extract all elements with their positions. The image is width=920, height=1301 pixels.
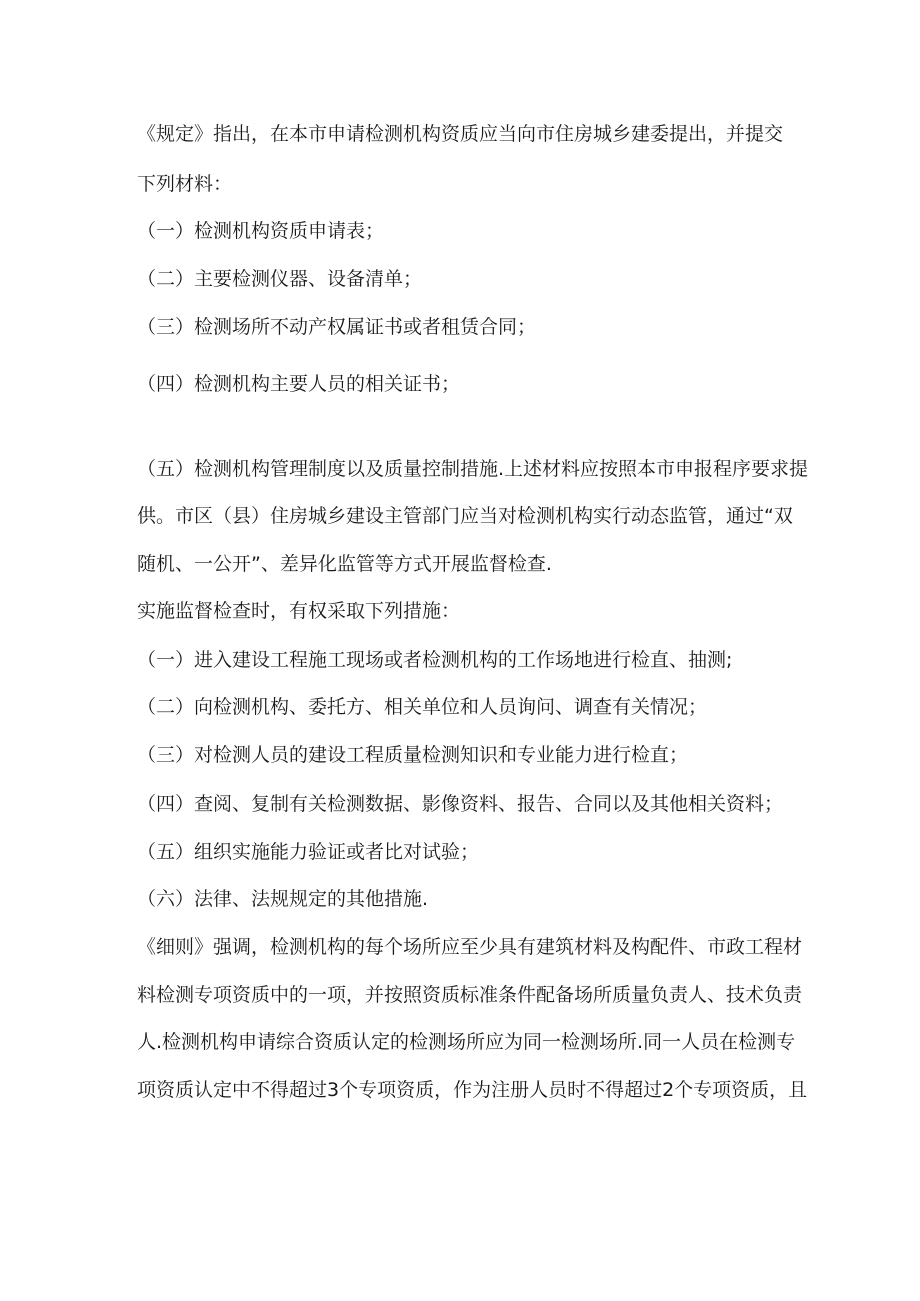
list-item: （一）进入建设工程施工现场或者检测机构的工作场地进行检直、抽测;: [137, 649, 733, 671]
text-line: 《规定》指出，在本市申请检测机构资质应当向市住房城乡建委提出，并提交: [137, 123, 784, 145]
text-line: 随机、一公开”、差异化监管等方式开展监督检查.: [137, 553, 552, 575]
text-line: 下列材料：: [137, 173, 233, 195]
text-line: 实施监督检查时，有权采取下列措施：: [137, 600, 461, 622]
list-item: （二）向检测机构、委托方、相关单位和人员询问、调查有关情况；: [137, 696, 708, 718]
list-item: （四）检测机构主要人员的相关证书；: [137, 373, 461, 395]
text-line: 人.检测机构申请综合资质认定的检测场所应为同一检测场所.同一人员在检测专: [137, 1031, 796, 1053]
text-line: （五）检测机构管理制度以及质量控制措施.上述材料应按照本市申报程序要求提: [137, 458, 809, 480]
list-item: （三）对检测人员的建设工程质量检测知识和专业能力进行检直；: [137, 744, 689, 766]
list-item: （六）法律、法规规定的其他措施.: [137, 888, 429, 910]
list-item: （二）主要检测仪器、设备清单；: [137, 268, 423, 290]
list-item: （三）检测场所不动产权属证书或者租赁合同；: [137, 316, 537, 338]
text-line: 项资质认定中不得超过3个专项资质，作为注册人员时不得超过2个专项资质，且: [137, 1079, 808, 1101]
text-line: 料检测专项资质中的一项，并按照资质标准条件配备场所质量负责人、技术负责: [137, 984, 803, 1006]
list-item: （四）查阅、复制有关检测数据、影像资料、报告、合同以及其他相关资料；: [137, 793, 784, 815]
text-line: 供。市区（县）住房城乡建设主管部门应当对检测机构实行动态监管，通过“双: [137, 505, 793, 527]
text-line: 《细则》强调，检测机构的每个场所应至少具有建筑材料及构配件、市政工程材: [137, 936, 803, 958]
list-item: （一）检测机构资质申请表；: [137, 220, 385, 242]
list-item: （五）组织实施能力验证或者比对试验；: [137, 841, 480, 863]
